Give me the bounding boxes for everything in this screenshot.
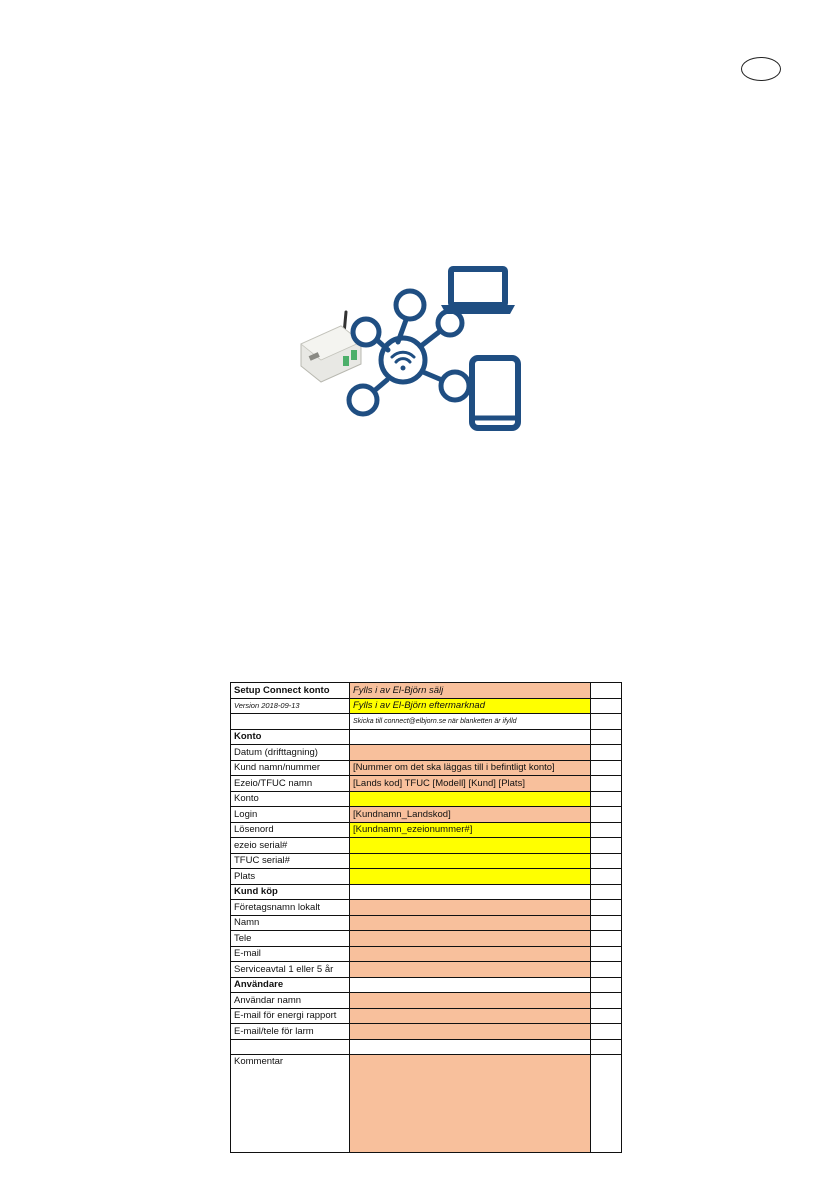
form-row-value[interactable]	[350, 838, 591, 854]
form-row-extra	[591, 1008, 622, 1024]
form-row-value[interactable]	[350, 931, 591, 947]
form-row-label: Namn	[231, 915, 350, 931]
form-row-extra	[591, 683, 622, 699]
form-row-value[interactable]: [Lands kod] TFUC [Modell] [Kund] [Plats]	[350, 776, 591, 792]
form-row	[231, 807, 622, 823]
form-row	[231, 791, 622, 807]
form-row-label: Användar namn	[231, 993, 350, 1009]
form-row	[231, 698, 622, 714]
form-row-extra	[591, 745, 622, 761]
form-row	[231, 714, 622, 730]
form-row	[231, 683, 622, 699]
form-row-label: Serviceavtal 1 eller 5 år	[231, 962, 350, 978]
form-row-value[interactable]	[350, 869, 591, 885]
form-row-value[interactable]	[350, 993, 591, 1009]
form-row	[231, 853, 622, 869]
form-row	[231, 900, 622, 916]
form-row-extra	[591, 698, 622, 714]
form-row-extra	[591, 714, 622, 730]
phone-icon	[472, 358, 518, 428]
form-row-label: Konto	[231, 729, 350, 745]
form-row-value[interactable]	[350, 1055, 591, 1153]
wifi-icon	[392, 352, 414, 370]
form-row-value[interactable]	[350, 884, 591, 900]
form-row-label: E-mail för energi rapport	[231, 1008, 350, 1024]
form-row-label: Företagsnamn lokalt	[231, 900, 350, 916]
form-row-extra	[591, 962, 622, 978]
form-row	[231, 822, 622, 838]
form-row	[231, 884, 622, 900]
form-row	[231, 962, 622, 978]
form-row-extra	[591, 977, 622, 993]
form-row-value[interactable]	[350, 791, 591, 807]
form-row-extra	[591, 822, 622, 838]
form-row-label: Setup Connect konto	[231, 683, 350, 699]
form-row-extra	[591, 791, 622, 807]
form-row-extra	[591, 946, 622, 962]
form-row-extra	[591, 853, 622, 869]
form-row	[231, 1039, 622, 1055]
form-row	[231, 760, 622, 776]
form-row-value[interactable]	[350, 1039, 591, 1055]
form-row-label: Kund köp	[231, 884, 350, 900]
form-row-label: Tele	[231, 931, 350, 947]
form-row-extra	[591, 931, 622, 947]
form-row-label: Kommentar	[231, 1055, 350, 1153]
form-row-value[interactable]	[350, 1008, 591, 1024]
form-row-value[interactable]	[350, 977, 591, 993]
form-row-extra	[591, 869, 622, 885]
form-row-label: E-mail/tele för larm	[231, 1024, 350, 1040]
form-row-extra	[591, 884, 622, 900]
form-row	[231, 931, 622, 947]
form-row-value[interactable]	[350, 1024, 591, 1040]
form-row-extra	[591, 729, 622, 745]
form-row-label: Konto	[231, 791, 350, 807]
form-row	[231, 946, 622, 962]
form-row-value[interactable]	[350, 745, 591, 761]
form-row-value[interactable]: Fylls i av El-Björn eftermarknad	[350, 698, 591, 714]
form-row-extra	[591, 900, 622, 916]
laptop-icon	[441, 269, 515, 314]
form-row-label: Användare	[231, 977, 350, 993]
form-row-value[interactable]	[350, 946, 591, 962]
form-body	[231, 683, 622, 1153]
form-row-value[interactable]: Skicka till connect@elbjorn.se när blanketten är ifylld	[350, 714, 591, 730]
form-row	[231, 915, 622, 931]
form-row-value[interactable]	[350, 915, 591, 931]
form-row-extra	[591, 760, 622, 776]
form-row	[231, 1024, 622, 1040]
setup-connect-form	[230, 682, 622, 1153]
form-row	[231, 1055, 622, 1153]
page-marker-oval	[741, 57, 781, 81]
form-row-value[interactable]	[350, 729, 591, 745]
device-icon	[301, 312, 361, 382]
form-row-extra	[591, 838, 622, 854]
form-row	[231, 869, 622, 885]
form-row-label: ezeio serial#	[231, 838, 350, 854]
form-row-label: Plats	[231, 869, 350, 885]
form-row-label: Lösenord	[231, 822, 350, 838]
form-row-extra	[591, 807, 622, 823]
form-row	[231, 745, 622, 761]
form-row-extra	[591, 915, 622, 931]
form-row-label: Kund namn/nummer	[231, 760, 350, 776]
form-row-value[interactable]	[350, 853, 591, 869]
form-row-value[interactable]: [Kundnamn_ezeionummer#]	[350, 822, 591, 838]
form-row-label: TFUC serial#	[231, 853, 350, 869]
form-row-extra	[591, 1039, 622, 1055]
form-row	[231, 1008, 622, 1024]
form-row-label: Datum (drifttagning)	[231, 745, 350, 761]
form-row-value[interactable]: [Kundnamn_Landskod]	[350, 807, 591, 823]
form-row	[231, 838, 622, 854]
form-row	[231, 977, 622, 993]
form-row-value[interactable]: [Nummer om det ska läggas till i befintligt konto]	[350, 760, 591, 776]
form-row-label: E-mail	[231, 946, 350, 962]
form-row-extra	[591, 776, 622, 792]
form-row	[231, 729, 622, 745]
form-row-extra	[591, 1055, 622, 1153]
form-row-label: Login	[231, 807, 350, 823]
form-row	[231, 776, 622, 792]
form-row	[231, 993, 622, 1009]
form-row-value[interactable]	[350, 900, 591, 916]
form-row-label: Ezeio/TFUC namn	[231, 776, 350, 792]
form-row-extra	[591, 1024, 622, 1040]
form-row-extra	[591, 993, 622, 1009]
form-row-label	[231, 1039, 350, 1055]
form-row-value[interactable]	[350, 962, 591, 978]
form-row-value[interactable]: Fylls i av El-Björn sälj	[350, 683, 591, 699]
form-row-label	[231, 714, 350, 730]
connectivity-illustration	[295, 262, 525, 432]
form-row-label: Version 2018-09-13	[231, 698, 350, 714]
